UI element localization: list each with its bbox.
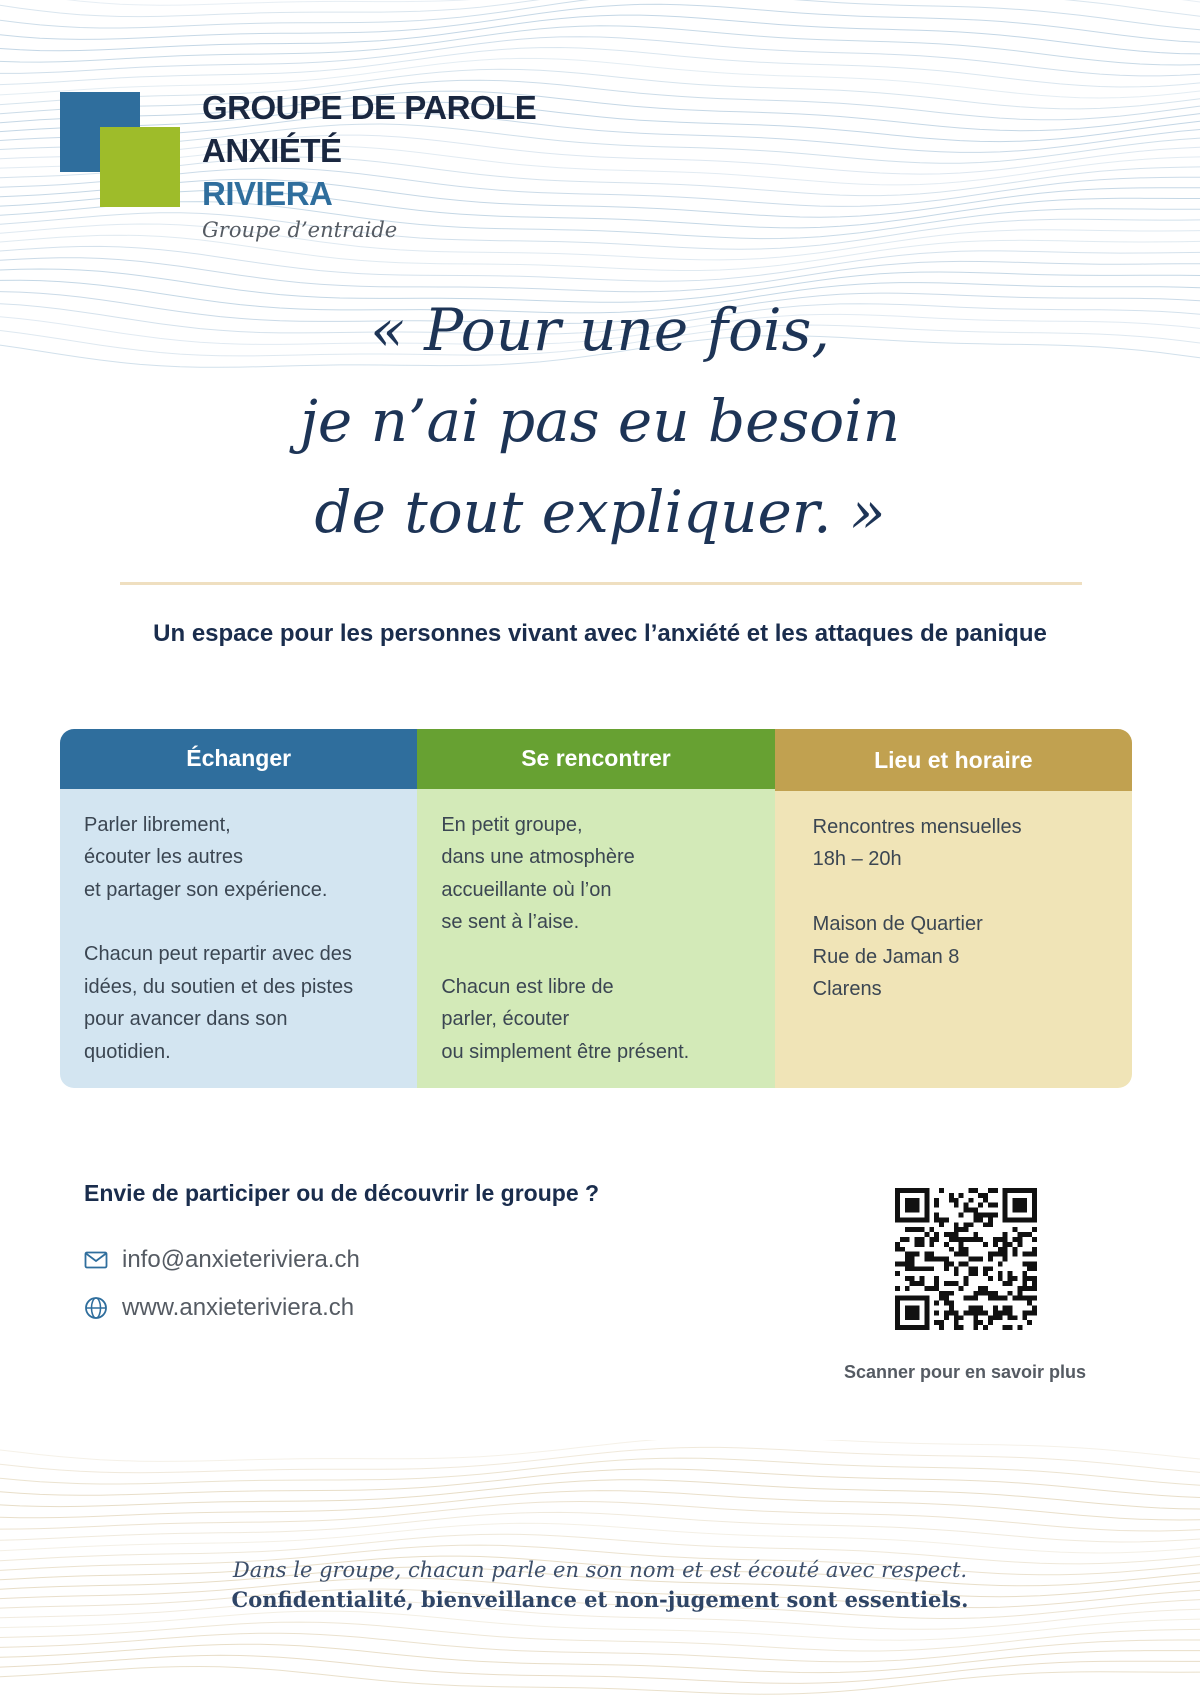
wave-line <box>0 179 1200 217</box>
card-line: Parler librement, <box>84 813 231 836</box>
wave-line <box>0 1458 1200 1485</box>
wave-line <box>0 224 1200 260</box>
card-line: Maison de Quartier <box>812 913 983 936</box>
wave-line <box>0 1633 1200 1662</box>
card-line: En petit groupe, <box>441 813 583 836</box>
card-line <box>84 906 393 938</box>
wave-line <box>0 4 1200 42</box>
wave-line <box>0 146 1200 185</box>
card-title: Lieu et horaire <box>775 729 1132 791</box>
wave-line <box>0 135 1200 174</box>
card-line: Rue de Jaman 8 <box>812 945 960 968</box>
mail-icon <box>84 1248 108 1272</box>
logo-mark <box>60 92 180 207</box>
website-link[interactable]: www.anxieteriviera.ch <box>122 1294 355 1321</box>
wave-line <box>0 69 1200 109</box>
logo-line-2: ANXIÉTÉ <box>202 132 342 169</box>
wave-line <box>0 91 1200 131</box>
quote-line-2: je n’ai pas eu besoin <box>299 387 901 455</box>
footer-line-2: Confidentialité, bienveillance et non-jugement sont essentiels. <box>231 1587 969 1612</box>
wave-line <box>0 80 1200 120</box>
logo-line-3: RIVIERA <box>202 175 333 212</box>
wave-line <box>0 1523 1200 1553</box>
wave-line <box>0 1469 1200 1498</box>
logo-line-1: GROUPE DE PAROLE <box>202 89 537 126</box>
logo-square-green <box>100 127 180 207</box>
card-body <box>417 789 774 1088</box>
wave-line <box>0 202 1200 239</box>
qr-caption: Scanner pour en savoir plus <box>843 1362 1087 1382</box>
contact-website[interactable] <box>84 1294 354 1322</box>
info-cards <box>60 729 1132 1088</box>
card-line: idées, du soutien et des pistes <box>84 975 354 998</box>
card-line: dans une atmosphère <box>441 846 635 869</box>
card-echanger <box>60 729 417 1088</box>
card-line <box>441 938 750 970</box>
wave-line <box>0 1611 1200 1640</box>
card-line: parler, écouter <box>441 1008 570 1031</box>
card-line: et partager son expérience. <box>84 878 328 901</box>
card-lieu-et-horaire <box>775 729 1132 1088</box>
headline-quote <box>0 285 1200 558</box>
card-line: Clarens <box>812 978 882 1001</box>
quote-line-1: « Pour une fois, <box>370 296 830 364</box>
contact-email[interactable] <box>84 1246 360 1274</box>
card-line: Chacun peut repartir avec des <box>84 943 352 966</box>
subtitle: Un espace pour les personnes vivant avec l’anxiété et les attaques de panique <box>153 620 1047 647</box>
footer-note <box>0 1555 1200 1615</box>
wave-line <box>0 0 1200 5</box>
wave-line <box>0 157 1200 196</box>
email-link[interactable]: info@anxieteriviera.ch <box>122 1246 360 1273</box>
wave-line <box>0 37 1200 76</box>
wave-line <box>0 113 1200 152</box>
wave-line <box>0 48 1200 88</box>
wave-line <box>0 1440 1200 1461</box>
divider <box>120 582 1082 585</box>
wave-line <box>0 124 1200 163</box>
card-line: pour avancer dans son <box>84 1008 288 1031</box>
card-body <box>775 791 1132 1088</box>
card-body <box>60 789 417 1088</box>
footer-line-1: Dans le groupe, chacun parle en son nom et est écouté avec respect. <box>232 1558 968 1582</box>
wave-line <box>0 1447 1200 1472</box>
wave-line <box>0 58 1200 98</box>
card-title: Se rencontrer <box>417 729 774 789</box>
wave-line <box>0 1622 1200 1651</box>
card-line: Rencontres mensuelles <box>812 816 1022 838</box>
globe-icon <box>84 1296 108 1320</box>
wave-line <box>0 0 1200 30</box>
card-line <box>813 876 1108 908</box>
wave-line <box>0 1491 1200 1520</box>
logo-text <box>202 86 536 245</box>
qr-code[interactable] <box>895 1188 1037 1330</box>
card-line: accueillante où l’on <box>441 878 612 901</box>
card-line: ou simplement être présent. <box>441 1040 690 1063</box>
card-line: se sent à l’aise. <box>441 910 580 933</box>
logo-tagline: Groupe d’entraide <box>202 218 398 242</box>
wave-line <box>0 1502 1200 1532</box>
wave-line <box>0 15 1200 54</box>
card-line: quotidien. <box>84 1040 171 1063</box>
card-line: Chacun est libre de <box>441 975 614 998</box>
contact-title: Envie de participer ou de découvrir le groupe ? <box>84 1180 600 1206</box>
wave-line <box>0 1644 1200 1672</box>
wave-line <box>0 1655 1200 1683</box>
wave-line <box>0 190 1200 228</box>
card-se-rencontrer <box>417 729 774 1088</box>
wave-line <box>0 102 1200 142</box>
wave-line <box>0 168 1200 206</box>
wave-line <box>0 1480 1200 1509</box>
card-title: Échanger <box>60 729 417 789</box>
wave-line <box>0 235 1200 270</box>
wave-line <box>0 26 1200 65</box>
wave-line <box>0 0 1200 17</box>
wave-line <box>0 1667 1200 1695</box>
wave-line <box>0 246 1200 281</box>
card-line: 18h – 20h <box>812 848 902 871</box>
wave-line <box>0 1512 1200 1542</box>
quote-line-3: de tout expliquer. » <box>314 478 886 546</box>
wave-line <box>0 213 1200 250</box>
card-line: écouter les autres <box>84 846 243 869</box>
